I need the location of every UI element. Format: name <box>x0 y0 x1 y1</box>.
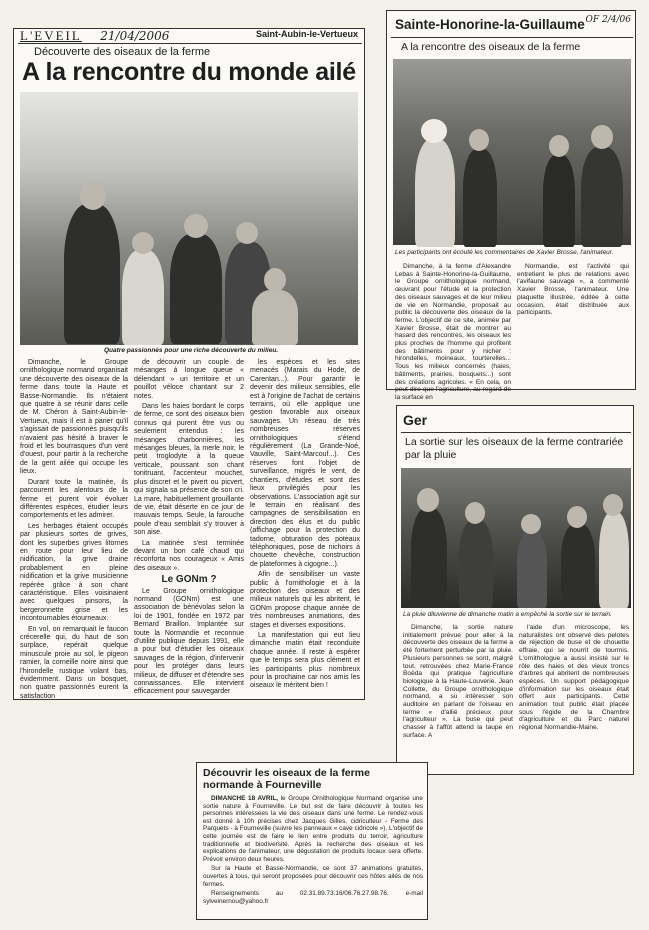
photo-group-indoors <box>401 468 631 608</box>
article-column-2 <box>517 263 629 387</box>
article-column-1 <box>20 359 128 700</box>
paragraph: Le Groupe ornithologique normand (GONm) est une association de bénévolas selon la loi de 1901, fondée en 1972 par Bernard Braillon. Implantée sur toute la Normandie et reconnue d'utilité publique depuis 1991, elle a pour but d'étudier les oiseaux sauvages de la région, d'intervenir pour les protéger dans leurs milieux, de diffuser et d'étendre ses connaissances. Elle intervient efficacement pour sauvegarder <box>134 587 244 696</box>
gonm-subhead: Le GONm ? <box>161 574 217 586</box>
headline: A la rencontre du monde ailé <box>22 58 356 86</box>
paragraph: Afin de sensibiliser un vaste public à l'ornithologie et à la protection des oiseaux et des milieux naturels qui les abritent, le GONm propose chaque année de très nombreuses animations, des stages et diverses expositions. <box>250 571 360 629</box>
kicker: A la rencontre des oiseaux de la ferme <box>401 41 581 53</box>
paragraph: La matinée s'est terminée devant un bon café chaud qui réconforta nos courageux « Amis des oiseaux ». <box>134 539 244 572</box>
article-ger <box>396 405 634 775</box>
paragraph: les espèces et les sites menacés (Marais du Hode, de Carentan...). Pour garantir le devenir des milieux sensibles, elle est à l'origine de l'achat de certains terrains, où elle applique une gestion favorable aux oiseaux sauvages. Un réseau de très nombreuses réserves ornithologiques s'étend régulièrement (La Grande-Noé, Vauville, Saint-Marcouf...). Ces réserves font l'objet de surveillance, migrés le vent, de chantiers, d'études et sont des lieux privilégiés pour les observations. L'association agit sur le terrain en réalisant des campagnes de sensibilisation en direction des élus et du public (affichage pour la protection du tadorne, obturation des poteaux téléphoniques, pose de nichoirs à chouette chevêche, construction de plateformes à cigogne...). <box>250 359 360 568</box>
paragraph: Dimanche, à la ferme d'Alexandre Lebas à Sainte-Honorine-la-Guillaume, le Groupe ornithologique normand, œuvrant pour l'étude et la protection des oiseaux sauvages et de leur milieu de vie en Normandie, proposait au public la découverte des oiseaux de la ferme. L'objectif de ce site, animée par Xavier Brosse, était de montrer au hasard des rencontres, les oiseaux les plus proches de l'homme qui profitent des bâtiments pour y nicher : hirondelles, moineaux, tourterelles... Tous les milieux concernés (haies, bâtiments, prairies, bosquets...) sont des créations agricoles. « En cela, on peut dire que l'agriculture, au regard de la surface en <box>395 263 511 401</box>
paragraph: En vol, on remarquait le faucon crécerelle qui, du haut de son surplace, repérait quelque minuscule proie au sol, le pigeon ramier, la corneille noire ainsi que l'hirondelle rustique volant bas, évidemment. Dans un bosquet, non quatre passionnés eurent la satisfaction <box>20 625 128 700</box>
article-column-3 <box>250 359 360 695</box>
paragraph: Dimanche, la sortie nature initialement prévue pour aller à la découverte des oiseaux de la ferme a été fortement perturbée par la pluie. Plusieurs personnes se sont, malgré tout, retrouvées chez Marie-France Boëda qui pratique l'agriculture biologique à la Haute-Louverie. Jean Collette, du Groupe ornithologique normand, a su intéresser son auditoire en parlant de l'oiseau en terme « d'allié précieux pour l'agriculteur ». La buse qui peut chasser à l'affût attend la taupe en surface. A <box>403 624 513 739</box>
paragraph: Normandie, est l'activité qui entretient le plus de relations avec l'avifaune sauvage », a commenté Xavier Brosse, l'animateur. Une plaquette illustrée, éditée à cette occasion, était distribuée aux participants. <box>517 263 629 317</box>
photo-caption: La pluie diluvienne de dimanche matin a empêché la sortie sur le terrain. <box>403 611 612 618</box>
lead-in: DIMANCHE 18 AVRIL, <box>211 795 278 802</box>
location-label: Saint-Aubin-le-Vertueux <box>255 29 358 39</box>
paragraph: Les herbages étaient occupés par plusieurs sortes de grives, dont les superbes grives litornes en route pour leur lieu de nidification, la grive draine probablement en pleine nidification et la grive musicienne repérée grâce à son chant caractéristique. Elles voisinaient avec quelques pinsons, la bergeronnette grise et les incontournables étourneaux. <box>20 522 128 623</box>
paragraph: Dans les haies bordant le corps de ferme, ce sont des oiseaux bien connus qui purent être vus ou seulement entendus : les mésanges charbonnières, les mésanges bleues, la merle noir, le petit troglodyte à la queue verticale, poussant son chant tonitruant, l'accenteur mouchet, plus discret et le pivert ou picvert, qui signala sa présence de son cri. La mare, habituellement grouillante de vie, était déserte en ce jour de mauvais temps. Seule, la farouche poule d'eau semblait s'y trouver à son aise. <box>134 403 244 537</box>
paragraph: Dimanche, le Groupe ornithologique normand organisait une découverte des oiseaux de la ferme dans toute la Haute et Basse-Normandie. Ils n'étaient que quatre à se réunir dans celle de M. Chéron à Saint-Aubin-le-Vertueux, mais il est à parier qu'il s'agissait de passionnés puisqu'ils n'avaient pas hésité à braver le froid et les bourrasques d'un vent d'ouest, pour partir à la recherche de la gent ailée qui occupe les lieux. <box>20 359 128 476</box>
paragraph: La manifestation qui eut lieu dimanche matin était reconduite chaque année. Il reste à espérer que le temps sera plus clément et les participants plus nombreux pour la prochaine car nos amis les oiseaux le méritent bien ! <box>250 632 360 690</box>
title-rule <box>401 432 631 433</box>
masthead <box>20 27 360 41</box>
kicker: La sortie sur les oiseaux de la ferme contrariée par la pluie <box>405 436 624 461</box>
article-column-2 <box>134 359 244 695</box>
paragraph: de découvrir un couple de mésanges à longue queue « délendant » un territoire et un pouillot véloce chantant sur 2 notes. <box>134 359 244 400</box>
photo-participants-barn <box>393 59 631 245</box>
photo-caption: Les participants ont écouté les commentaires de Xavier Brosse, l'animateur. <box>395 249 614 256</box>
article-fourneville <box>196 762 428 920</box>
article-column-2 <box>519 624 629 772</box>
handwritten-date: 21/04/2006 <box>100 29 170 43</box>
location-title: Sainte-Honorine-la-Guillaume <box>395 17 585 32</box>
article-sainte-honorine <box>386 10 636 401</box>
paragraph: l'aide d'un microscope, les naturalistes ont observé des pelotes de réjection de buse et de chouette effraie, qui se nourrit de tourmis. L'ornithologue a aussi insisté sur le rôle des haies et des vieux troncs d'arbres qui abritent de nombreuses espèces. Un support pédagogique d'information sur les oiseaux était offert aux participants. Cette animation tout public était placée sous l'égide de la Chambre d'agriculture et du Parc naturel régional Normandie-Maine. <box>519 624 629 732</box>
paragraph <box>203 795 423 863</box>
location-title: Ger <box>403 412 428 428</box>
article-body <box>203 795 423 917</box>
contact-line: Renseignements au 02.31.89.73.16/06.76.27.98.76. e-mail sylveinernou@yahoo.fr <box>203 890 423 905</box>
article-column-1 <box>395 263 511 401</box>
paper-name: L'EVEIL <box>20 28 82 43</box>
handwritten-note: OF 2/4/06 <box>585 15 631 25</box>
paragraph: Durant toute la matinée, ils parcourent les alentours de la ferme et purent voir évoluer différentes espèces, étudier leurs comportements et les admirer. <box>20 478 128 520</box>
photo-four-enthusiasts <box>20 92 358 345</box>
article-column-1 <box>403 624 513 772</box>
paragraph: Sur la Haute et Basse-Normandie, ce sont 37 animations gratuites, ouvertes à tous, qui seront proposées pour découvrir ces hôtes ailés de nos fermes. <box>203 865 423 888</box>
title-rule <box>391 37 633 38</box>
body-text: le Groupe Ornithologique Normand organise une sortie nature à Fourneville. Le but est de faire découvrir à toutes les personnes intéressées la vie des oiseaux dans une ferme. Le rendez-vous est donné à 10h précises chez Jacques Gilles, cidriculteur - Ferme des Parquets - à Fourneville (suivre les panneaux « cave cidricole »). L'objectif de cette journée est de faire le lien entre produits du terroir, agriculture traditionnelle et biodiversité. Après la recherche des oiseaux et les explications de l'animateur, une dégustation de produits locaux sera offerte. Prévoir environ deux heures. <box>203 795 423 863</box>
article-saint-aubin <box>13 28 365 700</box>
photo-caption: Quatre passionnés pour une riche découverte du milieu. <box>104 347 279 354</box>
dateline-rule <box>18 43 362 44</box>
headline: Découvrir les oiseaux de la ferme normande à Fourneville <box>203 767 370 791</box>
kicker: Découverte des oiseaux de la ferme <box>34 46 211 58</box>
